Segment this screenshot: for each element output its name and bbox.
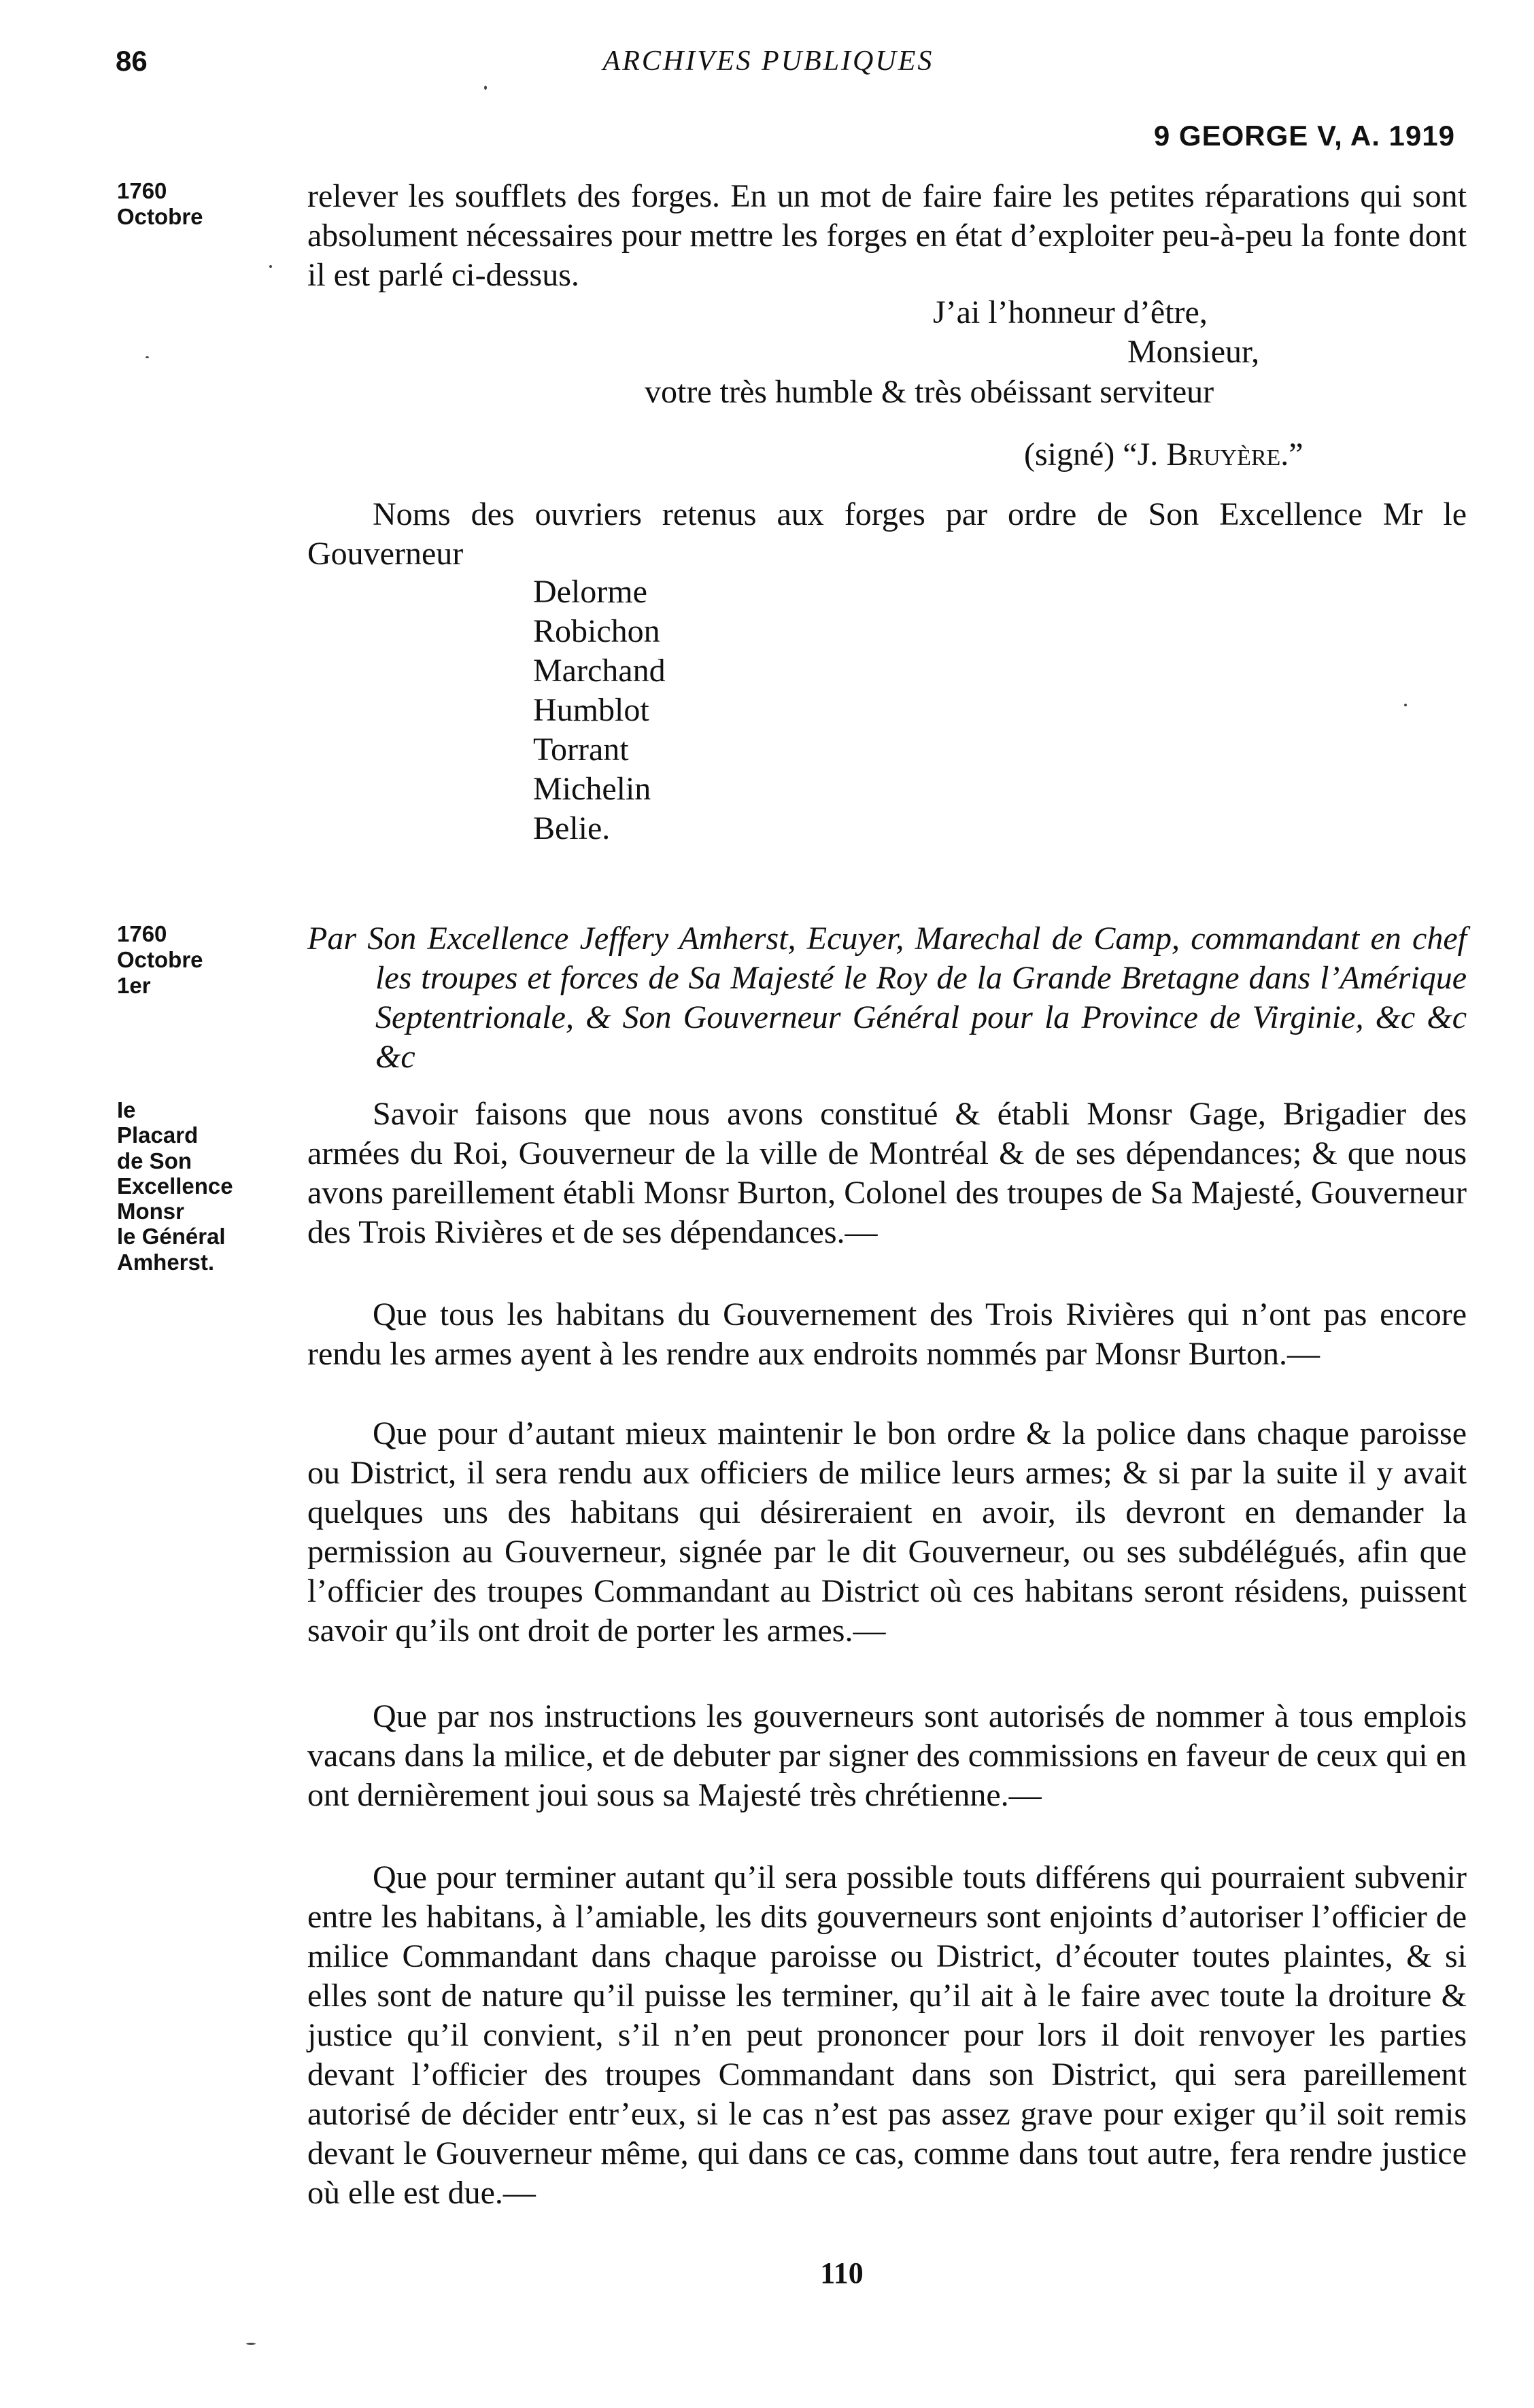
worker-name: Marchand <box>533 653 666 689</box>
proclamation-paragraph-5 <box>307 1858 1467 2213</box>
margin-note-line: le Général <box>117 1224 226 1250</box>
margin-note-placard <box>117 1097 280 1275</box>
folio-number: 110 <box>820 2256 864 2290</box>
letter-closing-1: J’ai l’honneur d’être, <box>933 294 1208 330</box>
margin-note-line: 1760 <box>117 921 167 946</box>
proclamation-heading <box>307 919 1467 1077</box>
worker-name: Torrant <box>533 732 629 768</box>
margin-note-date-2 <box>117 921 280 999</box>
margin-note-line: 1760 <box>117 178 167 203</box>
margin-note-line: Monsr <box>117 1199 184 1224</box>
session-reference: 9 GEORGE V, A. 1919 <box>1153 120 1455 152</box>
proclamation-paragraph-3 <box>307 1414 1467 1651</box>
margin-note-line: Octobre <box>117 946 203 972</box>
letter-text: relever les soufflets des forges. En un mot de faire faire les petites réparations qui sont absolument nécessaires pour mettre les forges en état d’exploiter peu-à-peu la fonte dont il est parlé ci-dessus. <box>307 178 1467 293</box>
proclamation-text: Que tous les habitans du Gouvernement des Trois Rivières qui n’ont pas encore rendu les armes ayent à les rendre aux endroits nommés par Monsr Burton.— <box>307 1296 1467 1372</box>
worker-name: Belie. <box>533 810 611 846</box>
margin-note-line: Octobre <box>117 203 203 229</box>
margin-note-line: Excellence <box>117 1173 233 1199</box>
letter-closing-2: Monsieur, <box>1127 334 1260 370</box>
margin-note-date-1 <box>117 178 280 230</box>
scan-speck <box>146 356 149 358</box>
proclamation-text: Que par nos instructions les gouverneurs sont autorisés de nommer à tous emplois vacans dans la milice, et de debuter par signer des commissions en faveur de ceux qui en ont dernièrement joui sous sa Majesté très chrétienne.— <box>307 1698 1467 1813</box>
worker-name: Delorme <box>533 574 647 610</box>
workers-intro <box>307 495 1467 574</box>
signature-prefix: (signé) “ <box>1024 436 1138 472</box>
letter-paragraph <box>307 177 1467 295</box>
margin-note-line: Placard <box>117 1122 199 1148</box>
scan-speck <box>484 86 487 90</box>
worker-name: Humblot <box>533 692 649 728</box>
proclamation-paragraph-2 <box>307 1295 1467 1374</box>
running-title: ARCHIVES PUBLIQUES <box>602 46 934 77</box>
workers-intro-text: Noms des ouvriers retenus aux forges par ordre de Son Excellence Mr le Gouverneur <box>307 496 1467 572</box>
proclamation-text: Que pour d’autant mieux maintenir le bon ordre & la police dans chaque paroisse ou District, il sera rendu aux officiers de milice leurs armes; & si par la suite il y avait quelques uns des habitans qui désireraient en avoir, ils devront en demander la permission au Gouverneur, signée par le dit Gouverneur, ou ses subdélégués, afin que l’officier des troupes Commandant au District où ces habitans seront résidens, puissent savoir qu’ils ont droit de porter les armes.— <box>307 1415 1467 1649</box>
scan-speck <box>1404 704 1407 706</box>
margin-note-line: Ie <box>117 1097 136 1122</box>
signature-name: J. Bruyère. <box>1137 436 1289 472</box>
signature-suffix: ” <box>1289 436 1303 472</box>
letter-signature <box>1024 435 1303 475</box>
proclamation-text: Savoir faisons que nous avons constitué & établi Monsr Gage, Brigadier des armées du Roi, Gouverneur de la ville de Montréal & de ses dépendances; & que nous avons pareillement établi Monsr Burton, Colonel des troupes de Sa Majesté, Gouverneur des Trois Rivières et de ses dépendances.— <box>307 1096 1467 1250</box>
scan-speck <box>246 2343 256 2345</box>
proclamation-paragraph-1 <box>307 1095 1467 1252</box>
scan-speck <box>269 265 272 268</box>
page-number: 86 <box>116 45 148 77</box>
worker-name: Robichon <box>533 613 660 649</box>
margin-note-line: Amherst. <box>117 1249 215 1275</box>
workers-list <box>533 572 666 848</box>
margin-note-line: 1er <box>117 972 151 998</box>
proclamation-paragraph-4 <box>307 1697 1467 1815</box>
margin-note-line: de Son <box>117 1148 192 1173</box>
letter-closing-3: votre très humble & très obéissant serviteur <box>645 374 1214 410</box>
worker-name: Michelin <box>533 771 651 807</box>
proclamation-text: Que pour terminer autant qu’il sera possible touts différens qui pourraient subvenir entre les habitans, à l’amiable, les dits gouverneurs sont enjoints d’autoriser l’officier de milice Commandant dans chaque paroisse ou District, d’écouter toutes plaintes, & si elles sont de nature qu’il puisse les terminer, qu’il ait à le faire avec toute la droiture & justice qu’il convient, s’il n’en peut prononcer pour lors il doit renvoyer les parties devant l’officier des troupes Commandant dans son District, qui sera pareillement autorisé de décider entr’eux, si le cas n’est pas assez grave pour exiger qu’il soit remis devant le Gouverneur même, qui dans ce cas, comme dans tout autre, fera rendre justice où elle est due.— <box>307 1859 1467 2211</box>
proclamation-heading-text: Par Son Excellence Jeffery Amherst, Ecuyer, Marechal de Camp, commandant en chef les troupes et forces de Sa Majesté le Roy de la Grande Bretagne dans l’Amérique Septentrionale, & Son Gouverneur Général pour la Province de Virginie, &c &c &c <box>307 921 1467 1075</box>
